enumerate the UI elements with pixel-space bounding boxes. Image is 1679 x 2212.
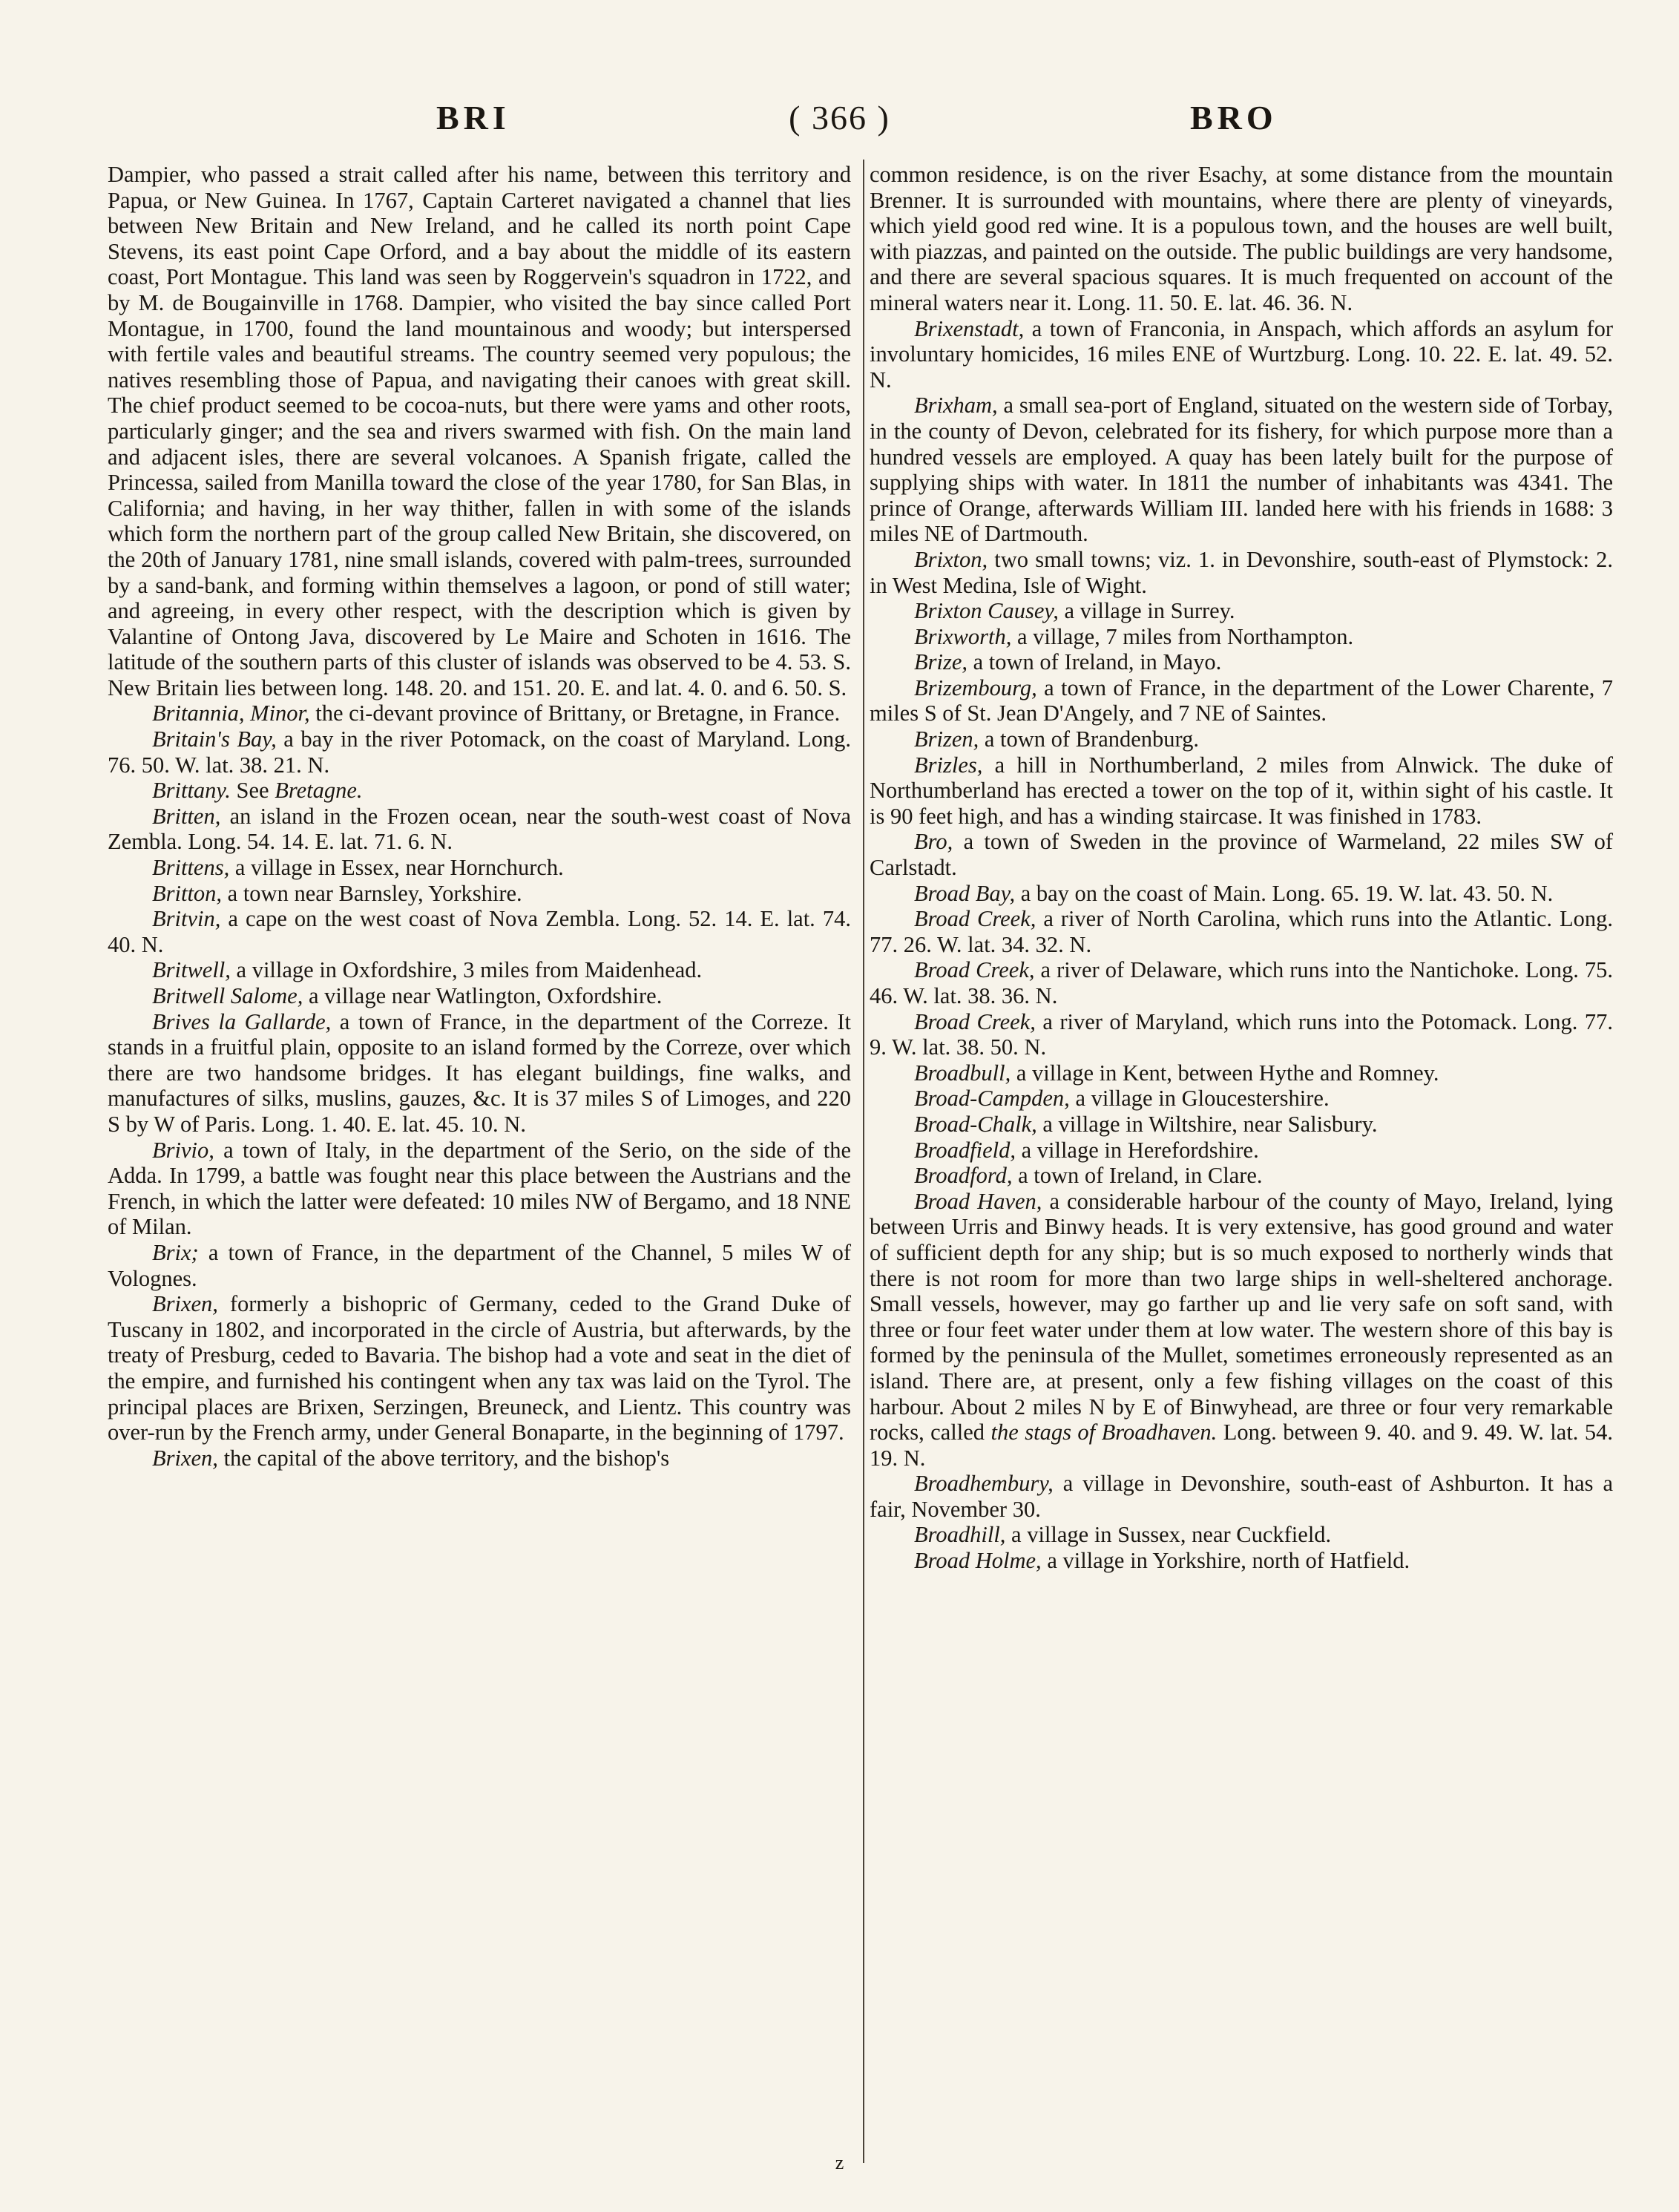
entry-text: a town of Brandenburg. bbox=[979, 726, 1200, 752]
entry-text: a considerable harbour of the county of Mayo, Ireland, lying between Urris and Binwy heads. It is very extensive, has good ground and water of sufficient depth for any ship; but is so much exposed to northerly winds that there is not room for more than two large ships in well-sheltered anchorage. Small vessels, however, may go farther up and lie very safe on soft sand, with three or four feet water under them at low water. The western shore of this bay is formed by the peninsula of the Mullet, sometimes erroneously represented as an island. There are, at present, only a few fishing villages on the coast of this harbour. About 2 miles N by E of Binwyhead, are three or four very remarkable rocks, called bbox=[870, 1188, 1613, 1445]
running-head-left: BRI bbox=[436, 99, 510, 137]
entry bbox=[870, 829, 1613, 880]
entry-headword: Brixworth, bbox=[914, 623, 1012, 649]
entry-headword: Broad Haven, bbox=[914, 1188, 1042, 1214]
entry-text: a town near Barnsley, Yorkshire. bbox=[222, 880, 522, 906]
entry-text: a river of North Carolina, which runs into the Atlantic. Long. 77. 26. W. lat. 34. 32. N. bbox=[870, 906, 1613, 957]
entry-text: a village in Essex, near Hornchurch. bbox=[229, 855, 564, 881]
entry bbox=[108, 855, 851, 881]
entry-text: See bbox=[230, 778, 275, 804]
column-divider bbox=[863, 160, 864, 2163]
entry bbox=[870, 1522, 1613, 1548]
entry bbox=[108, 1445, 851, 1471]
entry bbox=[108, 881, 851, 907]
entry-headword: Broadfield, bbox=[914, 1137, 1016, 1163]
entry bbox=[108, 1240, 851, 1291]
entry-headword: Broad-Chalk, bbox=[914, 1111, 1037, 1137]
entry-headword: Broad Creek, bbox=[914, 957, 1035, 983]
entry-text: a hill in Northumberland, 2 miles from Alnwick. The duke of Northumberland has erected a tower on the top of it, within sight of his castle. It is 90 feet high, and has a winding staircase. It was finished in 1783. bbox=[870, 752, 1613, 829]
entry-text: Long. between 9. 40. and 9. 49. W. lat. 54. 19. N. bbox=[870, 1420, 1614, 1471]
entry bbox=[870, 881, 1613, 907]
entry-text: a town of Italy, in the department of the Serio, on the side of the Adda. In 1799, a battle was fought near this place between the Austrians and the French, in which the latter were defeated: 10 miles NW of Bergamo, and 18 NNE of Milan. bbox=[108, 1137, 851, 1240]
entry-headword: Brivio, bbox=[152, 1137, 214, 1163]
entry-text: the ci-devant province of Brittany, or Bretagne, in France. bbox=[309, 700, 841, 726]
entry-text: a village in Kent, between Hythe and Romney. bbox=[1011, 1060, 1439, 1086]
running-head-right: BRO bbox=[1190, 99, 1278, 137]
entry-headword: Broadhill, bbox=[914, 1522, 1006, 1548]
entry-continuation bbox=[108, 162, 851, 700]
entry bbox=[108, 1009, 851, 1138]
entry-headword: Brixenstadt, bbox=[914, 315, 1025, 341]
entry bbox=[108, 778, 851, 804]
entry-headword: Brixen, bbox=[152, 1291, 218, 1317]
entry-headword: Brixham, bbox=[914, 393, 998, 419]
entry-headword: Broad Creek, bbox=[914, 1008, 1036, 1034]
entry-text: a village in Yorkshire, north of Hatfield. bbox=[1041, 1548, 1410, 1574]
entry bbox=[870, 1009, 1613, 1060]
entry bbox=[108, 1138, 851, 1240]
entry bbox=[108, 726, 851, 778]
entry-headword: Britton, bbox=[152, 880, 223, 906]
entry-headword: Brizembourg, bbox=[914, 675, 1037, 700]
cross-reference: Bretagne. bbox=[275, 778, 363, 804]
entry-headword: Bro, bbox=[914, 829, 953, 855]
entry-headword: Broadhembury, bbox=[914, 1471, 1054, 1497]
entry-headword: Britain's Bay, bbox=[152, 726, 277, 752]
entry-continuation bbox=[870, 162, 1613, 316]
entry bbox=[870, 1086, 1613, 1112]
entry bbox=[870, 1189, 1613, 1471]
entry-text: Dampier, who passed a strait called after his name, between this territory and Papua, or New Guinea. In 1767, Captain Carteret navigated a channel that lies between New Britain and New Ireland, and he called its north point Cape Stevens, its east point Cape Orford, and a bay about the middle of its eastern coast, Port Montague. This land was seen by Roggervein's squadron in 1722, and by M. de Bougainville in 1768. Dampier, who visited the bay since called Port Montague, in 1700, found the land mountainous and woody; but interspersed with fertile vales and beautiful streams. The country seemed very populous; the natives resembling those of Papua, and navigating their canoes with great skill. The chief product seemed to be cocoa-nuts, but there were yams and other roots, particularly ginger; and the sea and rivers swarmed with fish. On the main land and adjacent isles, there are several volcanoes. A Spanish frigate, called the Princessa, sailed from Manilla toward the close of the year 1780, for San Blas, in California; and having, in her way thither, fallen in with some of the islands which form the northern part of the group called New Britain, she discovered, on the 20th of January 1781, nine small islands, covered with palm-trees, surrounded by a sand-bank, and forming within themselves a lagoon, or pond of still water; and agreeing, in every other respect, with the description which is given by Valantine of Ontong Java, discovered by Le Maire and Schoten in 1616. The latitude of the southern parts of this cluster of islands was observed to be 4. 53. S. New Britain lies between long. 148. 20. and 151. 20. E. and lat. 4. 0. and 6. 50. S. bbox=[108, 162, 851, 700]
entry-headword: Broad-Campden, bbox=[914, 1086, 1070, 1112]
entry bbox=[108, 983, 851, 1009]
entry-headword: Brize, bbox=[914, 649, 968, 675]
entry bbox=[870, 1548, 1613, 1574]
entry-text: a village in Sussex, near Cuckfield. bbox=[1005, 1522, 1332, 1548]
entry bbox=[870, 649, 1613, 675]
entry-headword: Brixen, bbox=[152, 1445, 218, 1471]
entry-headword: Brizles, bbox=[914, 752, 983, 778]
entry bbox=[108, 1291, 851, 1445]
entry-text: a village in Oxfordshire, 3 miles from Maidenhead. bbox=[230, 957, 703, 983]
entry-headword: Britvin, bbox=[152, 906, 221, 932]
entry-text: the capital of the above territory, and the bishop's bbox=[217, 1445, 670, 1471]
entry-headword: Britwell, bbox=[152, 957, 231, 983]
entry-headword: Broad Holme, bbox=[914, 1548, 1042, 1574]
entry-headword: Brittany. bbox=[152, 778, 231, 804]
entry-text: formerly a bishopric of Germany, ceded to the Grand Duke of Tuscany in 1802, and incorporated in the circle of Austria, but afterwards, by the treaty of Presburg, ceded to Bavaria. The bishop had a vote and seat in the diet of the empire, and furnished his contingent when any tax was laid on the Tyrol. The principal places are Brixen, Serzingen, Breuneck, and Lientz. This country was over-run by the French army, under General Bonaparte, in the beginning of 1797. bbox=[108, 1291, 851, 1445]
entry-text: a town of Ireland, in Mayo. bbox=[967, 649, 1222, 675]
entry-headword: Britannia, Minor, bbox=[152, 700, 310, 726]
entry bbox=[870, 393, 1613, 547]
entry bbox=[108, 906, 851, 957]
entry-text: a bay in the river Potomack, on the coast of Maryland. Long. 76. 50. W. lat. 38. 21. N. bbox=[108, 726, 851, 778]
entry bbox=[870, 675, 1613, 726]
entry-headword: Brizen, bbox=[914, 726, 979, 752]
entry-headword: Broad Bay, bbox=[914, 880, 1016, 906]
entry-text: an island in the Frozen ocean, near the south-west coast of Nova Zembla. Long. 54. 14. E. lat. 71. 6. N. bbox=[108, 803, 851, 855]
entry-headword: Britwell Salome, bbox=[152, 983, 303, 1008]
entry bbox=[870, 957, 1613, 1008]
entry-headword: Broadbull, bbox=[914, 1060, 1011, 1086]
entry-text: a cape on the west coast of Nova Zembla. Long. 52. 14. E. lat. 74. 40. N. bbox=[108, 906, 851, 957]
page-number: ( 366 ) bbox=[789, 99, 890, 137]
entry-headword: Brittens, bbox=[152, 855, 230, 881]
entry-headword: Broad Creek, bbox=[914, 906, 1036, 932]
entry bbox=[870, 1471, 1613, 1522]
entry-text: a river of Maryland, which runs into the Potomack. Long. 77. 9. W. lat. 38. 50. N. bbox=[870, 1008, 1614, 1060]
entry bbox=[870, 1060, 1613, 1086]
entry-text: a bay on the coast of Main. Long. 65. 19. W. lat. 43. 50. N. bbox=[1015, 880, 1554, 906]
right-column bbox=[870, 162, 1613, 1574]
entry-text: common residence, is on the river Esachy, at some distance from the mountain Brenner. It is surrounded with mountains, where there are plenty of vineyards, which yield good red wine. It is a populous town, and the houses are well built, with piazzas, and painted on the outside. The public buildings are very handsome, and there are several spacious squares. It is much frequented on account of the mineral waters near it. Long. 11. 50. E. lat. 46. 36. N. bbox=[870, 162, 1613, 315]
italic-phrase: the stags of Broadhaven. bbox=[990, 1420, 1218, 1445]
entry-headword: Brixton, bbox=[914, 546, 988, 572]
entry bbox=[870, 752, 1613, 830]
entry-text: a town of France, in the department of the Correze. It stands in a fruitful plain, opposite to an island formed by the Correze, over which there are two handsome bridges. It has elegant buildings, fine walks, and manufactures of silks, muslins, gauzes, &c. It is 37 miles S of Limoges, and 220 S by W of Paris. Long. 1. 40. E. lat. 45. 10. N. bbox=[108, 1008, 852, 1137]
entry-text: a village in Herefordshire. bbox=[1015, 1137, 1259, 1163]
entry-text: a village in Devonshire, south-east of Ashburton. It has a fair, November 30. bbox=[870, 1471, 1613, 1522]
entry bbox=[108, 700, 851, 726]
entry bbox=[870, 624, 1613, 650]
entry-text: a town of France, in the department of the Lower Charente, 7 miles S of St. Jean D'Angely, and 7 NE of Saintes. bbox=[870, 675, 1613, 726]
entry-text: a town of Franconia, in Anspach, which affords an asylum for involuntary homicides, 16 miles ENE of Wurtzburg. Long. 10. 22. E. lat. 49. 52. N. bbox=[870, 315, 1613, 393]
entry-text: a village, 7 miles from Northampton. bbox=[1011, 623, 1354, 649]
entry-text: a river of Delaware, which runs into the Nantichoke. Long. 75. 46. W. lat. 38. 36. N. bbox=[870, 957, 1614, 1008]
entry-headword: Britten, bbox=[152, 803, 221, 829]
entry-headword: Brixton Causey, bbox=[914, 598, 1059, 624]
entry bbox=[870, 906, 1613, 957]
entry-headword: Broadford, bbox=[914, 1163, 1013, 1189]
entry bbox=[870, 1163, 1613, 1189]
entry bbox=[870, 726, 1613, 752]
entry bbox=[108, 957, 851, 983]
entry-headword: Brives la Gallarde, bbox=[152, 1008, 332, 1034]
entry bbox=[870, 1138, 1613, 1164]
entry-text: a town of France, in the department of the Channel, 5 miles W of Volognes. bbox=[108, 1239, 851, 1291]
entry bbox=[870, 547, 1613, 598]
entry bbox=[870, 316, 1613, 393]
left-column bbox=[108, 162, 851, 1471]
entry-text: two small towns; viz. 1. in Devonshire, south-east of Plymstock: 2. in West Medina, Isle of Wight. bbox=[870, 546, 1613, 598]
entry-text: a village in Wiltshire, near Salisbury. bbox=[1036, 1111, 1378, 1137]
entry-headword: Brix; bbox=[152, 1239, 199, 1265]
entry-text: a village in Surrey. bbox=[1058, 598, 1235, 624]
entry-text: a town of Ireland, in Clare. bbox=[1012, 1163, 1263, 1189]
entry bbox=[870, 598, 1613, 624]
entry bbox=[108, 804, 851, 855]
entry-text: a village in Gloucestershire. bbox=[1069, 1086, 1330, 1112]
entry-text: a small sea-port of England, situated on the western side of Torbay, in the county of Devon, celebrated for its fishery, for which purpose more than a hundred vessels are employed. A quay has been lately built for the purpose of supplying ships with water. In 1811 the number of inhabitants was 4341. The prince of Orange, afterwards William III. landed here with his friends in 1688: 3 miles NE of Dartmouth. bbox=[870, 393, 1613, 547]
signature-mark: z bbox=[835, 2152, 844, 2173]
entry-text: a town of Sweden in the province of Warmeland, 22 miles SW of Carlstadt. bbox=[870, 829, 1613, 881]
page-header bbox=[0, 98, 1679, 150]
entry-text: a village near Watlington, Oxfordshire. bbox=[303, 983, 663, 1008]
entry bbox=[870, 1112, 1613, 1138]
